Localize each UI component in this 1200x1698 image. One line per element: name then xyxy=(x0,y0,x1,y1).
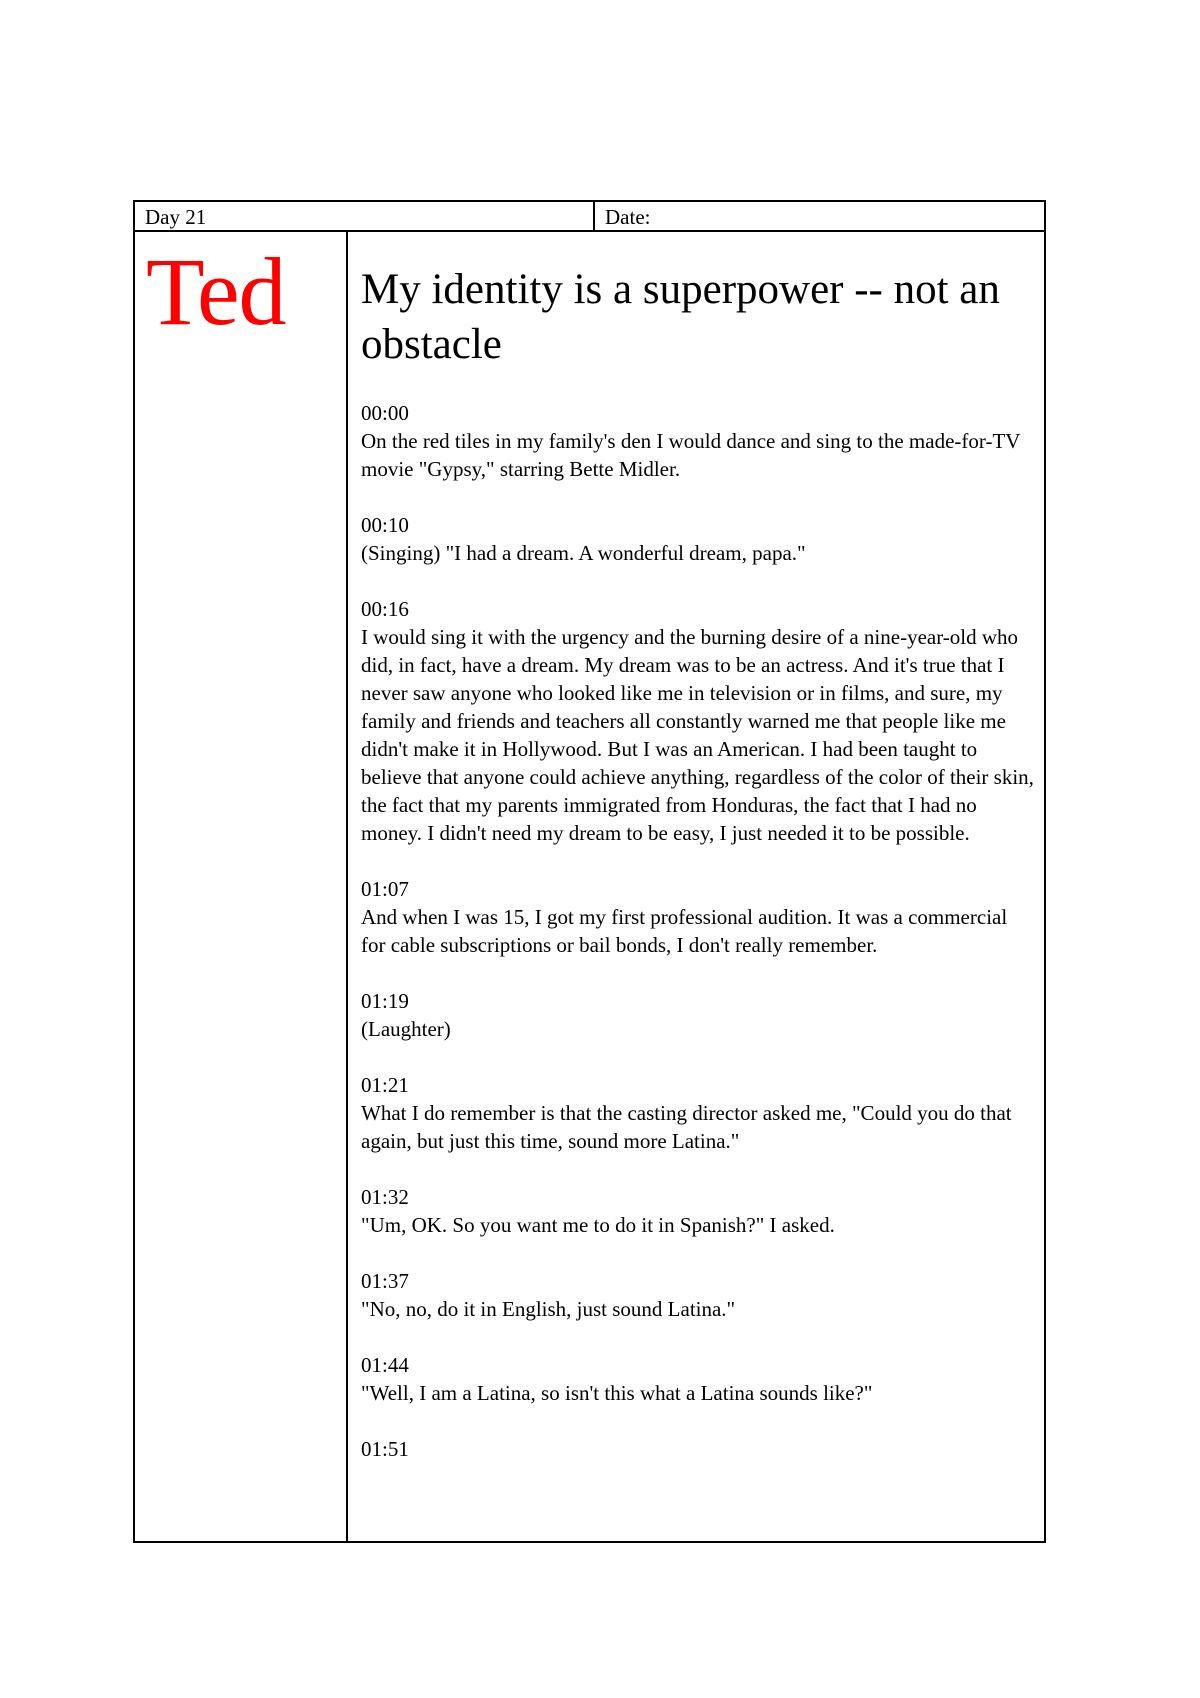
transcript-entry xyxy=(361,1071,1036,1155)
timestamp: 01:19 xyxy=(361,989,409,1013)
transcript-entry xyxy=(361,399,1036,483)
timestamp: 01:32 xyxy=(361,1185,409,1209)
timestamp: 00:10 xyxy=(361,513,409,537)
left-column xyxy=(135,232,348,1543)
timestamp: 01:07 xyxy=(361,877,409,901)
transcript-content xyxy=(348,232,1044,1463)
transcript-text: On the red tiles in my family's den I would dance and sing to the made-for-TV movie "Gypsy," starring Bette Midler. xyxy=(361,429,1021,481)
transcript-text: And when I was 15, I got my first professional audition. It was a commercial for cable subscriptions or bail bonds, I don't really remember. xyxy=(361,905,1008,957)
transcript-entry xyxy=(361,595,1036,847)
day-label: Day 21 xyxy=(145,205,207,229)
timestamp: 01:21 xyxy=(361,1073,409,1097)
timestamp: 00:16 xyxy=(361,597,409,621)
transcript-entry xyxy=(361,1351,1036,1407)
ted-logo: Ted xyxy=(146,238,286,345)
timestamp: 00:00 xyxy=(361,401,409,425)
transcript-entry xyxy=(361,1435,1036,1463)
transcript-entry xyxy=(361,875,1036,959)
transcript-column xyxy=(348,232,1044,1543)
transcript-entry xyxy=(361,511,1036,567)
transcript-text: "No, no, do it in English, just sound Latina." xyxy=(361,1297,736,1321)
transcript-entry xyxy=(361,987,1036,1043)
header-row xyxy=(135,202,1044,232)
transcript-text: "Um, OK. So you want me to do it in Spanish?" I asked. xyxy=(361,1213,835,1237)
transcript-text: I would sing it with the urgency and the burning desire of a nine-year-old who did, in fact, have a dream. My dream was to be an actress. And it's true that I never saw anyone who looked like me in television or in films, and sure, my family and friends and teachers all constantly warned me that people like me didn't make it in Hollywood. But I was an American. I had been taught to believe that anyone could achieve anything, regardless of the color of their skin, the fact that my parents immigrated from Honduras, the fact that I had no money. I didn't need my dream to be easy, I just needed it to be possible. xyxy=(361,625,1034,845)
talk-title: My identity is a superpower -- not an obstacle xyxy=(361,266,1000,368)
transcript-entries xyxy=(361,399,1036,1463)
transcript-entry xyxy=(361,1267,1036,1323)
transcript-text: (Singing) "I had a dream. A wonderful dream, papa." xyxy=(361,541,806,565)
worksheet xyxy=(133,200,1046,1543)
transcript-entry xyxy=(361,1183,1036,1239)
timestamp: 01:44 xyxy=(361,1353,409,1377)
timestamp: 01:51 xyxy=(361,1437,409,1461)
transcript-text: "Well, I am a Latina, so isn't this what a Latina sounds like?" xyxy=(361,1381,873,1405)
transcript-text: (Laughter) xyxy=(361,1017,451,1041)
timestamp: 01:37 xyxy=(361,1269,409,1293)
date-label: Date: xyxy=(593,202,650,230)
transcript-text: What I do remember is that the casting director asked me, "Could you do that again, but just this time, sound more Latina." xyxy=(361,1101,1012,1153)
